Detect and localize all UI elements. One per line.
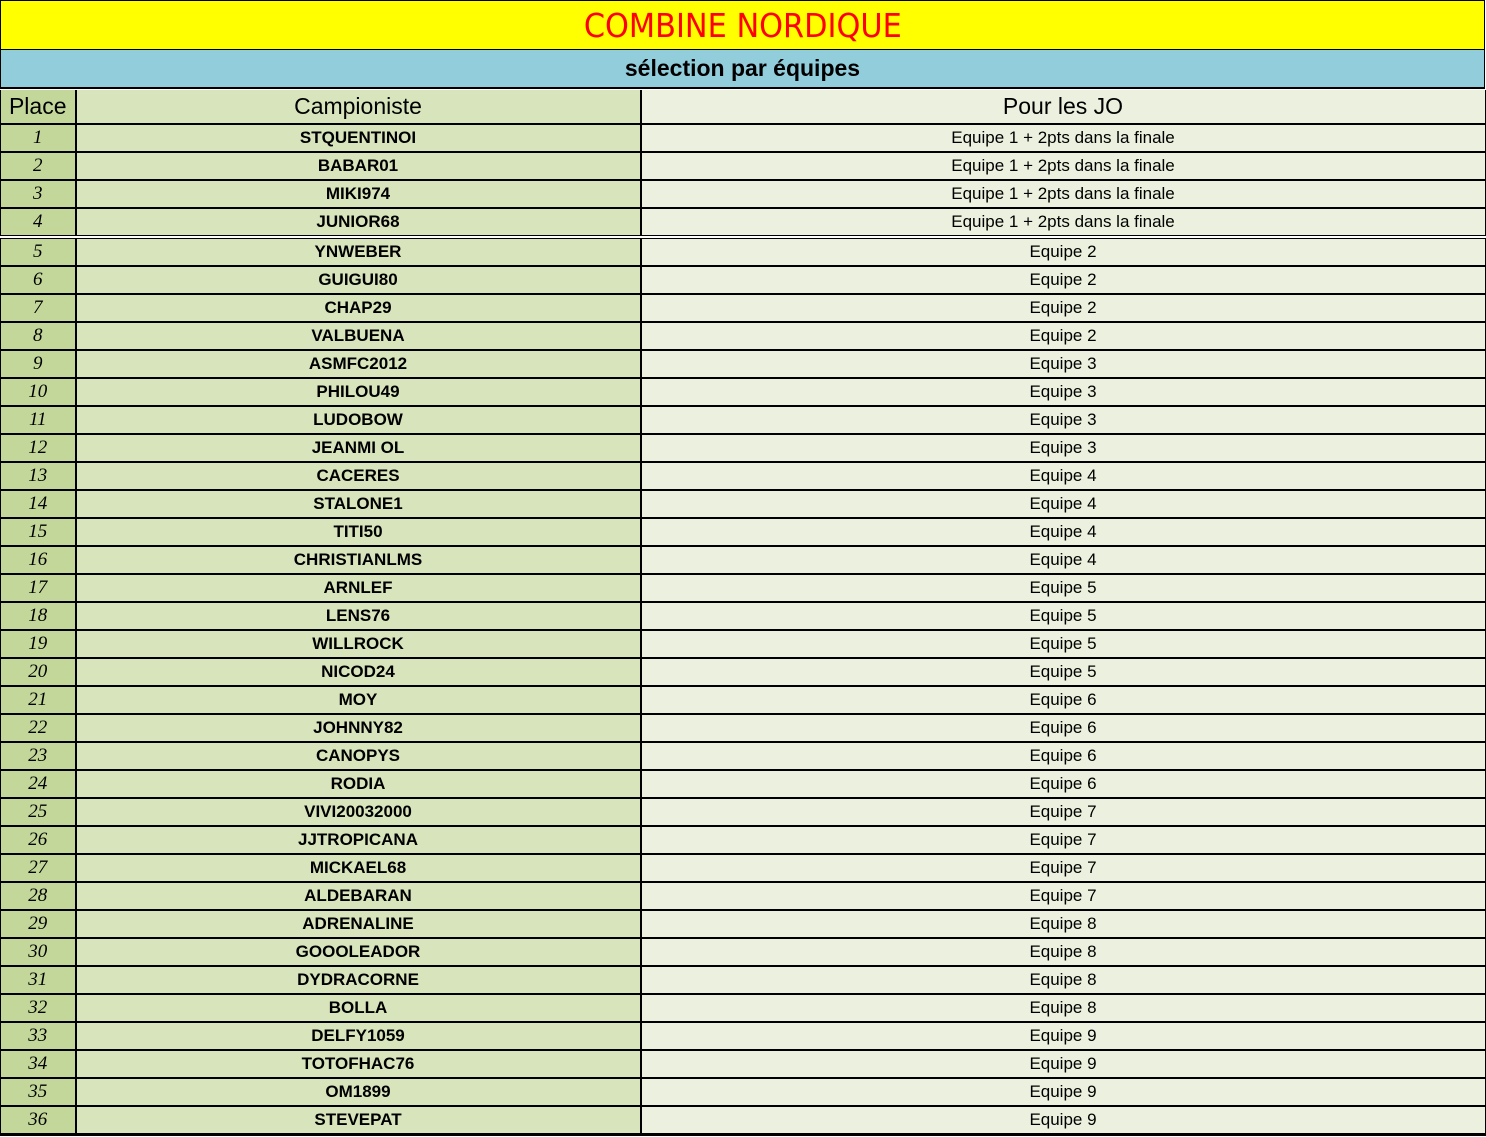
- table-row: [1, 152, 1486, 180]
- table-row: [1, 546, 1486, 574]
- cell-campioniste[interactable]: DYDRACORNE: [76, 966, 641, 994]
- cell-place[interactable]: 9: [1, 350, 76, 378]
- cell-pour-les-jo[interactable]: Equipe 4: [641, 490, 1486, 518]
- cell-place[interactable]: 17: [1, 574, 76, 602]
- cell-pour-les-jo[interactable]: Equipe 1 + 2pts dans la finale: [641, 180, 1486, 208]
- table-row: [1, 742, 1486, 770]
- table-row: [1, 798, 1486, 826]
- table-row: [1, 1022, 1486, 1050]
- cell-pour-les-jo[interactable]: Equipe 2: [641, 266, 1486, 294]
- table-row: [1, 208, 1486, 237]
- table-row: [1, 518, 1486, 546]
- cell-pour-les-jo[interactable]: Equipe 3: [641, 350, 1486, 378]
- cell-pour-les-jo[interactable]: Equipe 7: [641, 854, 1486, 882]
- cell-campioniste[interactable]: JJTROPICANA: [76, 826, 641, 854]
- cell-place[interactable]: 11: [1, 406, 76, 434]
- table-row: [1, 378, 1486, 406]
- cell-campioniste[interactable]: OM1899: [76, 1078, 641, 1106]
- table-row: [1, 854, 1486, 882]
- cell-campioniste[interactable]: MICKAEL68: [76, 854, 641, 882]
- cell-place[interactable]: 13: [1, 462, 76, 490]
- cell-campioniste[interactable]: ASMFC2012: [76, 350, 641, 378]
- table-row: [1, 826, 1486, 854]
- table-row: [1, 966, 1486, 994]
- subtitle-banner: [0, 50, 1485, 89]
- cell-place[interactable]: 15: [1, 518, 76, 546]
- cell-campioniste[interactable]: ARNLEF: [76, 574, 641, 602]
- cell-place[interactable]: 1: [1, 124, 76, 152]
- cell-pour-les-jo[interactable]: Equipe 6: [641, 742, 1486, 770]
- cell-place[interactable]: 7: [1, 294, 76, 322]
- table-row: [1, 1106, 1486, 1135]
- cell-place[interactable]: 31: [1, 966, 76, 994]
- cell-pour-les-jo[interactable]: Equipe 1 + 2pts dans la finale: [641, 208, 1486, 237]
- cell-campioniste[interactable]: TITI50: [76, 518, 641, 546]
- cell-pour-les-jo[interactable]: Equipe 8: [641, 938, 1486, 966]
- cell-pour-les-jo[interactable]: Equipe 6: [641, 714, 1486, 742]
- cell-pour-les-jo[interactable]: Equipe 5: [641, 630, 1486, 658]
- table-row: [1, 322, 1486, 350]
- cell-pour-les-jo[interactable]: Equipe 3: [641, 434, 1486, 462]
- table-row: [1, 602, 1486, 630]
- cell-place[interactable]: 26: [1, 826, 76, 854]
- cell-campioniste[interactable]: PHILOU49: [76, 378, 641, 406]
- table-row: [1, 658, 1486, 686]
- cell-place[interactable]: 30: [1, 938, 76, 966]
- cell-campioniste[interactable]: VIVI20032000: [76, 798, 641, 826]
- cell-pour-les-jo[interactable]: Equipe 7: [641, 798, 1486, 826]
- table-row: [1, 237, 1486, 266]
- table-row: [1, 490, 1486, 518]
- cell-pour-les-jo[interactable]: Equipe 2: [641, 322, 1486, 350]
- title-banner: [0, 0, 1485, 51]
- cell-campioniste[interactable]: GOOOLEADOR: [76, 938, 641, 966]
- cell-place[interactable]: 25: [1, 798, 76, 826]
- cell-campioniste[interactable]: VALBUENA: [76, 322, 641, 350]
- cell-campioniste[interactable]: BABAR01: [76, 152, 641, 180]
- cell-campioniste[interactable]: ALDEBARAN: [76, 882, 641, 910]
- cell-pour-les-jo[interactable]: Equipe 8: [641, 966, 1486, 994]
- cell-pour-les-jo[interactable]: Equipe 8: [641, 994, 1486, 1022]
- column-header-campioniste[interactable]: Campioniste: [76, 90, 641, 124]
- cell-pour-les-jo[interactable]: Equipe 5: [641, 574, 1486, 602]
- column-header-place[interactable]: Place: [1, 90, 76, 124]
- cell-place[interactable]: 21: [1, 686, 76, 714]
- cell-place[interactable]: 27: [1, 854, 76, 882]
- cell-campioniste[interactable]: STEVEPAT: [76, 1106, 641, 1135]
- page-subtitle: sélection par équipes: [624, 55, 861, 81]
- cell-pour-les-jo[interactable]: Equipe 9: [641, 1050, 1486, 1078]
- cell-campioniste[interactable]: WILLROCK: [76, 630, 641, 658]
- cell-place[interactable]: 18: [1, 602, 76, 630]
- cell-place[interactable]: 16: [1, 546, 76, 574]
- cell-pour-les-jo[interactable]: Equipe 8: [641, 910, 1486, 938]
- table-row: [1, 630, 1486, 658]
- table-row: [1, 180, 1486, 208]
- cell-place[interactable]: 8: [1, 322, 76, 350]
- cell-place[interactable]: 33: [1, 1022, 76, 1050]
- cell-campioniste[interactable]: MOY: [76, 686, 641, 714]
- cell-pour-les-jo[interactable]: Equipe 9: [641, 1106, 1486, 1135]
- cell-campioniste[interactable]: CACERES: [76, 462, 641, 490]
- cell-place[interactable]: 32: [1, 994, 76, 1022]
- cell-place[interactable]: 34: [1, 1050, 76, 1078]
- cell-campioniste[interactable]: NICOD24: [76, 658, 641, 686]
- cell-place[interactable]: 24: [1, 770, 76, 798]
- cell-campioniste[interactable]: DELFY1059: [76, 1022, 641, 1050]
- cell-campioniste[interactable]: BOLLA: [76, 994, 641, 1022]
- table-row: [1, 1050, 1486, 1078]
- table-row: [1, 266, 1486, 294]
- cell-pour-les-jo[interactable]: Equipe 3: [641, 378, 1486, 406]
- cell-place[interactable]: 23: [1, 742, 76, 770]
- cell-place[interactable]: 10: [1, 378, 76, 406]
- cell-pour-les-jo[interactable]: Equipe 4: [641, 462, 1486, 490]
- cell-campioniste[interactable]: STQUENTINOI: [76, 124, 641, 152]
- cell-place[interactable]: 2: [1, 152, 76, 180]
- table-row: [1, 910, 1486, 938]
- table-row: [1, 462, 1486, 490]
- table-row: [1, 124, 1486, 152]
- cell-campioniste[interactable]: TOTOFHAC76: [76, 1050, 641, 1078]
- table-row: [1, 294, 1486, 322]
- cell-place[interactable]: 36: [1, 1106, 76, 1135]
- table-row: [1, 770, 1486, 798]
- cell-place[interactable]: 35: [1, 1078, 76, 1106]
- cell-campioniste[interactable]: GUIGUI80: [76, 266, 641, 294]
- cell-pour-les-jo[interactable]: Equipe 3: [641, 406, 1486, 434]
- cell-pour-les-jo[interactable]: Equipe 4: [641, 518, 1486, 546]
- cell-pour-les-jo[interactable]: Equipe 7: [641, 882, 1486, 910]
- cell-place[interactable]: 12: [1, 434, 76, 462]
- cell-pour-les-jo[interactable]: Equipe 2: [641, 237, 1486, 266]
- cell-pour-les-jo[interactable]: Equipe 6: [641, 770, 1486, 798]
- table-row: [1, 1078, 1486, 1106]
- table-row: [1, 994, 1486, 1022]
- cell-place[interactable]: 20: [1, 658, 76, 686]
- cell-campioniste[interactable]: LENS76: [76, 602, 641, 630]
- cell-campioniste[interactable]: RODIA: [76, 770, 641, 798]
- page-title: COMBINE NORDIQUE: [583, 5, 902, 45]
- cell-campioniste[interactable]: JOHNNY82: [76, 714, 641, 742]
- table-row: [1, 714, 1486, 742]
- table-row: [1, 882, 1486, 910]
- cell-pour-les-jo[interactable]: Equipe 5: [641, 602, 1486, 630]
- cell-place[interactable]: 22: [1, 714, 76, 742]
- selection-table: [0, 90, 1486, 1136]
- cell-pour-les-jo[interactable]: Equipe 6: [641, 686, 1486, 714]
- cell-place[interactable]: 28: [1, 882, 76, 910]
- cell-place[interactable]: 3: [1, 180, 76, 208]
- cell-campioniste[interactable]: JEANMI OL: [76, 434, 641, 462]
- cell-place[interactable]: 4: [1, 208, 76, 237]
- cell-pour-les-jo[interactable]: Equipe 9: [641, 1022, 1486, 1050]
- cell-pour-les-jo[interactable]: Equipe 9: [641, 1078, 1486, 1106]
- table-row: [1, 686, 1486, 714]
- cell-place[interactable]: 5: [1, 237, 76, 266]
- column-header-pour-les-jo[interactable]: Pour les JO: [641, 90, 1486, 124]
- table-row: [1, 350, 1486, 378]
- cell-pour-les-jo[interactable]: Equipe 4: [641, 546, 1486, 574]
- cell-pour-les-jo[interactable]: Equipe 1 + 2pts dans la finale: [641, 124, 1486, 152]
- cell-pour-les-jo[interactable]: Equipe 2: [641, 294, 1486, 322]
- table-row: [1, 938, 1486, 966]
- cell-place[interactable]: 6: [1, 266, 76, 294]
- cell-pour-les-jo[interactable]: Equipe 7: [641, 826, 1486, 854]
- header-row: [1, 90, 1486, 124]
- cell-campioniste[interactable]: STALONE1: [76, 490, 641, 518]
- cell-campioniste[interactable]: CANOPYS: [76, 742, 641, 770]
- cell-place[interactable]: 14: [1, 490, 76, 518]
- cell-place[interactable]: 19: [1, 630, 76, 658]
- cell-campioniste[interactable]: JUNIOR68: [76, 208, 641, 237]
- table-row: [1, 406, 1486, 434]
- cell-campioniste[interactable]: LUDOBOW: [76, 406, 641, 434]
- cell-pour-les-jo[interactable]: Equipe 1 + 2pts dans la finale: [641, 152, 1486, 180]
- cell-pour-les-jo[interactable]: Equipe 5: [641, 658, 1486, 686]
- cell-campioniste[interactable]: ADRENALINE: [76, 910, 641, 938]
- cell-campioniste[interactable]: YNWEBER: [76, 237, 641, 266]
- cell-campioniste[interactable]: CHAP29: [76, 294, 641, 322]
- cell-place[interactable]: 29: [1, 910, 76, 938]
- cell-campioniste[interactable]: MIKI974: [76, 180, 641, 208]
- cell-campioniste[interactable]: CHRISTIANLMS: [76, 546, 641, 574]
- table-row: [1, 574, 1486, 602]
- table-row: [1, 434, 1486, 462]
